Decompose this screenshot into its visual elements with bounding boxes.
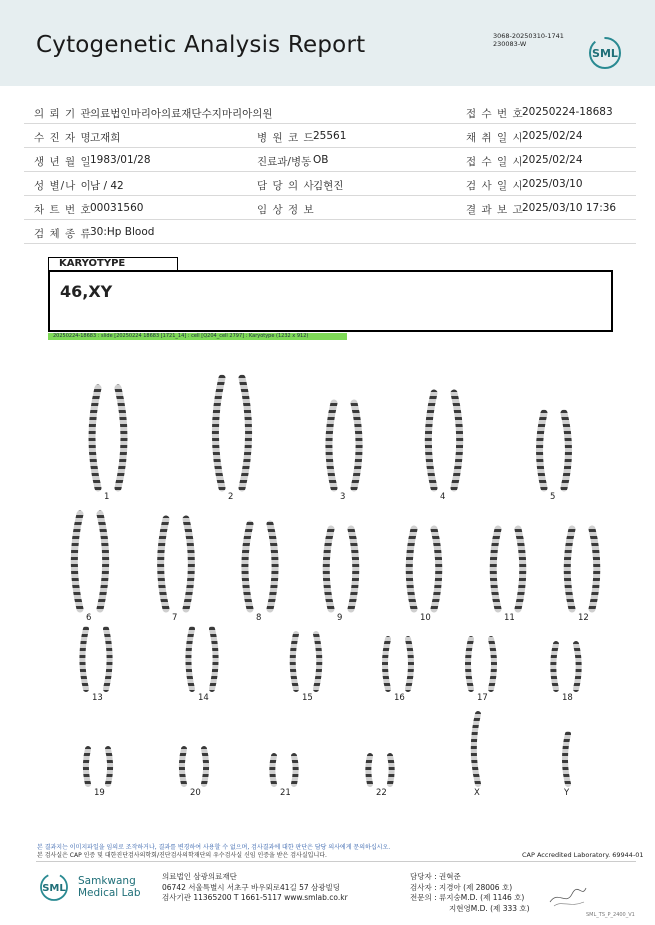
chromosome-14 bbox=[188, 629, 215, 689]
chromosome-label-20: 20 bbox=[190, 788, 201, 798]
chromosome-2-homolog-2 bbox=[242, 378, 249, 488]
chromosome-12 bbox=[567, 529, 597, 609]
chromosome-5-homolog-1 bbox=[540, 413, 545, 488]
info-row-6 bbox=[24, 220, 636, 244]
staff-manager: 담당자 : 권혁준 bbox=[410, 872, 461, 881]
staff-block bbox=[410, 872, 530, 914]
staff-specialist-1: 전문의 : 류지숭M.D. (제 1146 호) bbox=[410, 893, 525, 902]
chromosome-6 bbox=[74, 514, 105, 609]
chromosome-18 bbox=[553, 644, 578, 689]
chromosome-5 bbox=[540, 413, 569, 488]
lab-address-block bbox=[162, 872, 348, 904]
chromosome-10-homolog-1 bbox=[409, 529, 414, 609]
chromosome-label-14: 14 bbox=[198, 693, 209, 703]
staff-specialist-2: 지현영M.D. (제 333 호) bbox=[449, 903, 530, 913]
chromosome-1-homolog-2 bbox=[118, 388, 124, 488]
chromosome-9-homolog-2 bbox=[351, 529, 356, 609]
report-header bbox=[0, 0, 655, 86]
info-row-2 bbox=[24, 124, 636, 148]
signature-icon bbox=[548, 880, 588, 910]
chromosome-18-homolog-1 bbox=[553, 644, 556, 689]
chromosome-13-homolog-2 bbox=[106, 629, 110, 689]
form-code: SML_TS_P_2400_V1 bbox=[586, 912, 635, 918]
chromosome-11 bbox=[493, 529, 523, 609]
document-number-line-1: 3068-20250310-1741 bbox=[493, 32, 564, 40]
document-number-line-2: 230083-W bbox=[493, 40, 527, 48]
specimen-label: 검 체 종 류 bbox=[34, 228, 92, 240]
chromosome-7 bbox=[161, 519, 192, 609]
chromosome-16-homolog-1 bbox=[385, 639, 388, 689]
chromosome-label-12: 12 bbox=[578, 613, 589, 623]
hospital-code-value: 25561 bbox=[313, 130, 347, 142]
chromosome-8 bbox=[245, 524, 275, 609]
chart-label: 차 트 번 호 bbox=[34, 204, 92, 216]
dept-label: 진료과/병동 bbox=[257, 156, 312, 168]
chromosome-8-homolog-1 bbox=[245, 524, 250, 609]
chromosome-label-Y: Y bbox=[564, 788, 570, 798]
clinical-label: 임 상 정 보 bbox=[257, 204, 315, 216]
chromosome-label-18: 18 bbox=[562, 693, 573, 703]
receipt-no-value: 20250224-18683 bbox=[522, 106, 613, 118]
chromosome-11-homolog-2 bbox=[518, 529, 523, 609]
chromosome-label-9: 9 bbox=[337, 613, 343, 623]
chromosome-label-5: 5 bbox=[550, 492, 556, 502]
chromosome-9 bbox=[326, 529, 356, 609]
chromosome-19-homolog-1 bbox=[86, 749, 88, 784]
chromosome-21-homolog-1 bbox=[272, 756, 274, 784]
institution-label: 의 뢰 기 관 bbox=[34, 108, 92, 120]
cap-accreditation: CAP Accredited Laboratory. 69944-01 bbox=[522, 851, 644, 859]
chromosome-label-16: 16 bbox=[394, 693, 405, 703]
chromosome-4-homolog-1 bbox=[428, 393, 434, 488]
collect-label: 채 취 일 시 bbox=[466, 132, 524, 144]
patient-label: 수 진 자 명 bbox=[34, 132, 92, 144]
chromosome-16-homolog-2 bbox=[408, 639, 411, 689]
lab-name-line-1: Samkwang bbox=[78, 875, 136, 887]
chromosome-1 bbox=[92, 388, 124, 488]
chromosome-label-21: 21 bbox=[280, 788, 291, 798]
karyogram-caption: 20250224-18683 : slide [20250224 18683 [1721_14] : cell [Q204_cell 2797] : Karyotype (1232 x 912) bbox=[48, 333, 347, 340]
chromosome-2 bbox=[215, 378, 248, 488]
receipt-date-label: 접 수 일 시 bbox=[466, 156, 524, 168]
chromosome-8-homolog-2 bbox=[270, 524, 275, 609]
info-row-1 bbox=[24, 100, 636, 124]
chromosome-15 bbox=[293, 634, 320, 689]
chromosome-13-homolog-1 bbox=[82, 629, 86, 689]
chromosome-4 bbox=[428, 393, 459, 488]
receipt-no-label: 접 수 번 호 bbox=[466, 108, 524, 120]
chromosome-20-homolog-2 bbox=[204, 749, 206, 784]
chromosome-3-homolog-2 bbox=[354, 403, 359, 488]
sex-age-label: 성 별/나 이 bbox=[34, 180, 92, 192]
chart-value: 00031560 bbox=[90, 202, 144, 214]
chromosome-3-homolog-1 bbox=[329, 403, 334, 488]
chromosome-label-7: 7 bbox=[172, 613, 178, 623]
lab-name bbox=[78, 875, 141, 899]
chromosome-X bbox=[474, 714, 478, 784]
report-title: Cytogenetic Analysis Report bbox=[36, 32, 366, 58]
lab-contact: 검사기관 11365200 T 1661-5117 www.smlab.co.kr bbox=[162, 893, 348, 902]
chromosome-label-15: 15 bbox=[302, 693, 313, 703]
chromosome-label-19: 19 bbox=[94, 788, 105, 798]
chromosome-12-homolog-1 bbox=[567, 529, 572, 609]
chromosome-7-homolog-1 bbox=[161, 519, 166, 609]
chromosome-17-homolog-2 bbox=[491, 639, 494, 689]
patient-info-table bbox=[24, 100, 636, 244]
chromosome-21 bbox=[272, 756, 295, 784]
document-number bbox=[493, 32, 564, 48]
chromosome-20-homolog-1 bbox=[182, 749, 184, 784]
dob-label: 생 년 월 일 bbox=[34, 156, 92, 168]
doctor-label: 담 당 의 사 bbox=[257, 180, 315, 192]
dob-value: 1983/01/28 bbox=[90, 154, 151, 166]
chromosome-18-homolog-2 bbox=[576, 644, 579, 689]
chromosome-13 bbox=[82, 629, 109, 689]
chromosome-label-13: 13 bbox=[92, 693, 103, 703]
chromosome-20 bbox=[182, 749, 206, 784]
doctor-value: 김현진 bbox=[313, 180, 344, 192]
chromosome-4-homolog-2 bbox=[454, 393, 460, 488]
chromosome-X-homolog-1 bbox=[474, 714, 478, 784]
chromosome-label-X: X bbox=[474, 788, 480, 798]
chromosome-17-homolog-1 bbox=[468, 639, 471, 689]
sex-age-value: 남 / 42 bbox=[90, 180, 124, 192]
chromosome-9-homolog-1 bbox=[326, 529, 331, 609]
chromosome-label-3: 3 bbox=[340, 492, 346, 502]
info-row-3 bbox=[24, 148, 636, 172]
chromosome-label-1: 1 bbox=[104, 492, 110, 502]
chromosome-2-homolog-1 bbox=[215, 378, 222, 488]
receipt-date-value: 2025/02/24 bbox=[522, 154, 583, 166]
chromosome-22-homolog-2 bbox=[390, 756, 392, 784]
chromosome-14-homolog-2 bbox=[212, 629, 216, 689]
report-value: 2025/03/10 17:36 bbox=[522, 202, 617, 214]
chromosome-17 bbox=[468, 639, 494, 689]
chromosome-21-homolog-2 bbox=[294, 756, 296, 784]
chromosome-label-10: 10 bbox=[420, 613, 431, 623]
exam-date-value: 2025/03/10 bbox=[522, 178, 583, 190]
chromosome-6-homolog-2 bbox=[100, 514, 106, 609]
karyotype-result-box bbox=[48, 270, 613, 332]
lab-name-line-2: Medical Lab bbox=[78, 887, 141, 899]
staff-examiner: 검사자 : 지경아 (제 28006 호) bbox=[410, 882, 513, 892]
dept-value: OB bbox=[313, 154, 329, 166]
chromosome-label-17: 17 bbox=[477, 693, 488, 703]
exam-date-label: 검 사 일 시 bbox=[466, 180, 524, 192]
chromosome-label-4: 4 bbox=[440, 492, 446, 502]
chromosome-3 bbox=[329, 403, 359, 488]
chromosome-12-homolog-2 bbox=[592, 529, 597, 609]
sml-logo-text: SML bbox=[592, 47, 618, 60]
samkwang-logo-icon bbox=[36, 872, 72, 902]
lab-address: 06742 서울특별시 서초구 바우뫼로41길 57 삼광빌딩 bbox=[162, 882, 341, 892]
sml-logo-icon bbox=[588, 36, 622, 70]
chromosome-16 bbox=[385, 639, 411, 689]
chromosome-11-homolog-1 bbox=[493, 529, 498, 609]
info-row-4 bbox=[24, 172, 636, 196]
footer-notice-2: 본 검사실은 CAP 인증 및 대한진단검사의학회/진단검사의학재단의 우수검사실 신임 인증을 받은 검사실입니다. bbox=[37, 852, 327, 859]
chromosome-10 bbox=[409, 529, 439, 609]
chromosome-22 bbox=[368, 756, 391, 784]
chromosome-label-11: 11 bbox=[504, 613, 515, 623]
chromosome-label-2: 2 bbox=[228, 492, 234, 502]
footer-notice-1: 본 결과지는 이미지파일을 임의로 조작하거나, 결과를 변경하여 사용할 수 없으며, 검사결과에 대한 판단은 담당 의사에게 문의하십시오. bbox=[37, 844, 391, 851]
collect-value: 2025/02/24 bbox=[522, 130, 583, 142]
chromosome-22-homolog-1 bbox=[368, 756, 370, 784]
footer-divider bbox=[36, 861, 636, 862]
samkwang-logo-text: SML bbox=[42, 883, 66, 894]
chromosome-7-homolog-2 bbox=[186, 519, 191, 609]
karyotype-label: KARYOTYPE bbox=[48, 257, 178, 270]
chromosome-label-8: 8 bbox=[256, 613, 262, 623]
chromosome-10-homolog-2 bbox=[434, 529, 439, 609]
hospital-code-label: 병 원 코 드 bbox=[257, 132, 315, 144]
karyogram-image bbox=[0, 340, 655, 810]
chromosome-Y bbox=[565, 734, 568, 784]
chromosome-14-homolog-1 bbox=[188, 629, 192, 689]
chromosome-19 bbox=[86, 749, 110, 784]
report-label: 결 과 보 고 bbox=[466, 204, 524, 216]
karyotype-result: 46,XY bbox=[60, 282, 113, 301]
chromosome-Y-homolog-1 bbox=[565, 734, 568, 784]
lab-org: 의료법인 삼광의료재단 bbox=[162, 872, 237, 881]
chromosome-label-22: 22 bbox=[376, 788, 387, 798]
chromosome-15-homolog-1 bbox=[293, 634, 296, 689]
chromosome-15-homolog-2 bbox=[316, 634, 319, 689]
chromosome-5-homolog-2 bbox=[564, 413, 569, 488]
chromosome-6-homolog-1 bbox=[74, 514, 80, 609]
chromosome-19-homolog-2 bbox=[108, 749, 110, 784]
patient-value: 고재희 bbox=[90, 132, 121, 144]
info-row-5 bbox=[24, 196, 636, 220]
specimen-value: 30:Hp Blood bbox=[90, 226, 155, 238]
chromosome-1-homolog-1 bbox=[92, 388, 98, 488]
institution-value: 의료법인마리아의료재단수지마리아의원 bbox=[90, 108, 273, 120]
chromosome-label-6: 6 bbox=[86, 613, 92, 623]
